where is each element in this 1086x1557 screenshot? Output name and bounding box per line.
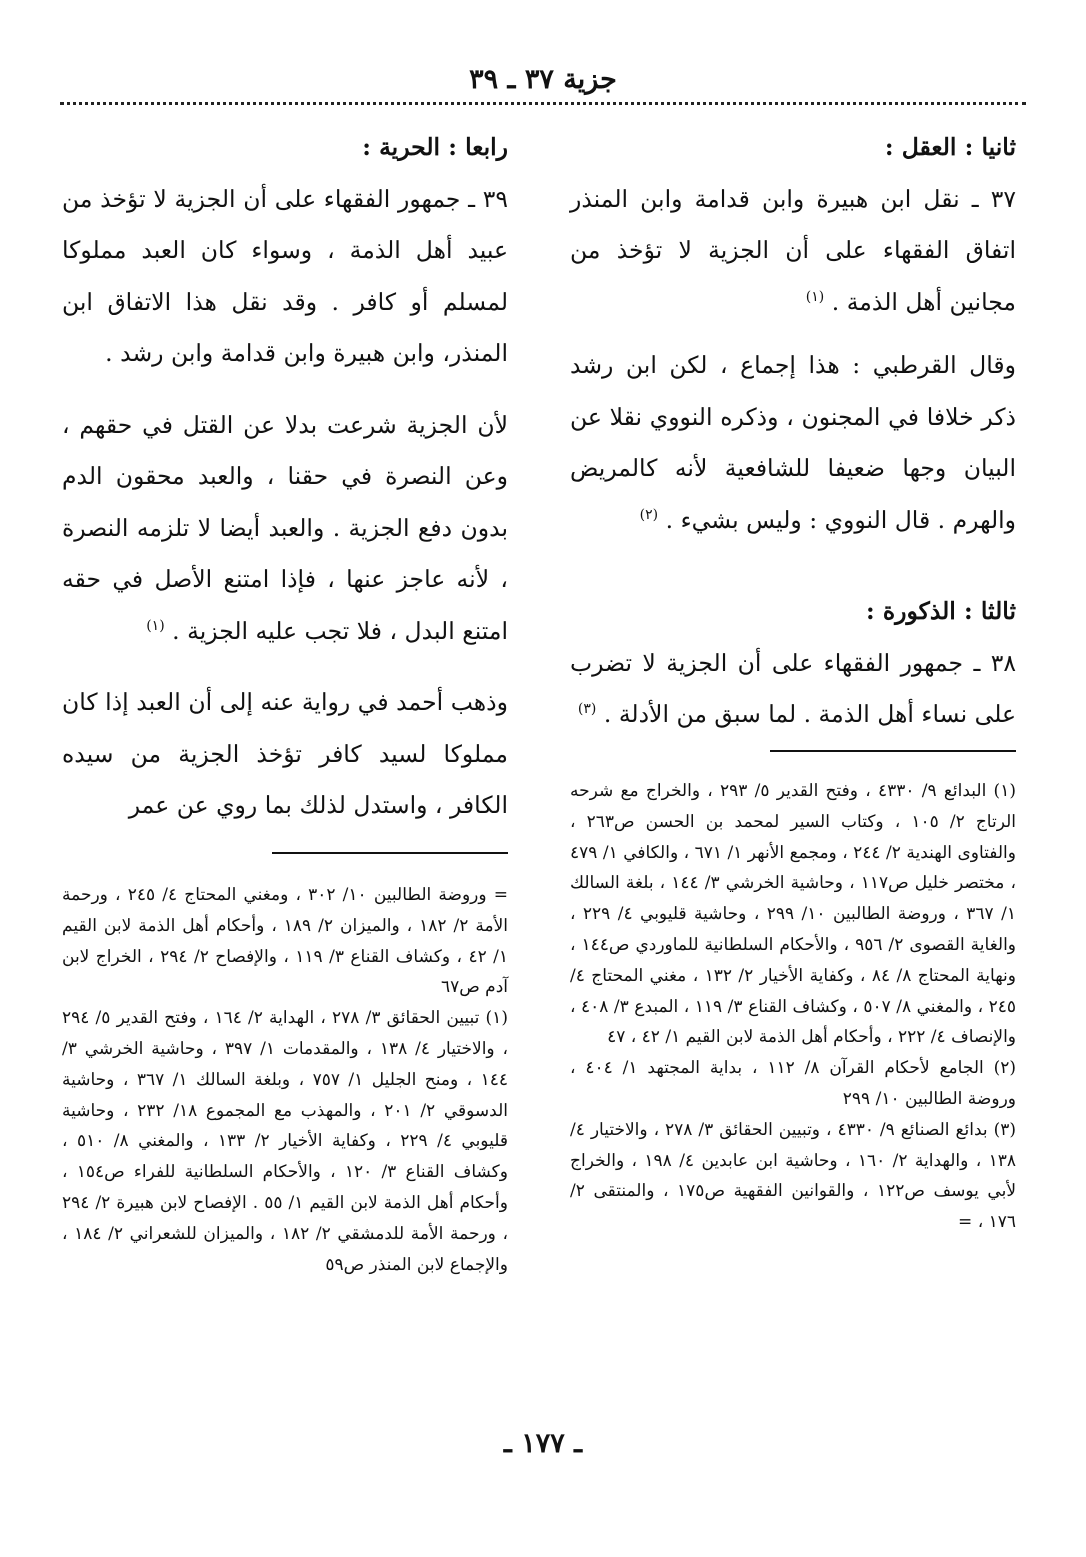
footnote-3: (٣) بدائع الصنائع ٩/ ٤٣٣٠ ، وتبيين الحقائق ٣/ ٢٧٨ ، والاختيار ٤/ ١٣٨ ، والهداية ٢/ ١٦٠ ، وحاشية ابن عابدين ٤/ ١٩٨ ، والخراج لأبي يوسف ص١٢٢ ، والقوانين الفقهية ص١٧٥ ، والمنتقى ٢/ ١٧٦ ، =	[570, 1119, 1017, 1233]
footnote-ref-2: (٢)	[639, 506, 659, 523]
footnote-left-1: (١) تبيين الحقائق ٣/ ٢٧٨ ، الهداية ٢/ ١٦٤ ، وفتح القدير ٥/ ٢٩٤ ، والاختيار ٤/ ١٣٨ ، والمقدمات ١/ ٣٩٧ ، وحاشية الخرشي ٣/ ١٤٤ ، ومنح الجليل ١/ ٧٥٧ ، وبلغة السالك ١/ ٣٦٧ ، وحاشية الدسوقي ٢/ ٢٠١ ، والمهذب مع المجموع ١٨/ ٢٣٢ ، وحاشية قليوبي ٤/ ٢٢٩ ، وكفاية الأخيار ٢/ ١٣٣ ، والمغني ٨/ ٥١٠ ، وكشاف القناع ٣/ ١٢٠ ، والأحكام السلطانية للفراء ص١٥٤ ، وأحكام أهل الذمة لابن القيم ١/ ٥٥ . الإفصاح لابن هبيرة ٢/ ٢٩٤ ، ورحمة الأمة للدمشقي ٢/ ١٨٢ ، والميزان للشعراني ٢/ ١٨٤ ، والإجماع لابن المنذر ص٥٩	[62, 1008, 508, 1275]
footnote-ref-left-1: (١)	[146, 617, 165, 634]
paragraph-37-text: ٣٧ ـ نقل ابن هبيرة وابن قدامة وابن المنذر اتفاق الفقهاء على أن الجزية لا تؤخذ من مجانين أهل الذمة .	[570, 184, 1016, 316]
footnotes-left	[62, 880, 508, 1280]
footnote-ref-3: (٣)	[577, 701, 597, 718]
paragraph-38-text: ٣٨ ـ جمهور الفقهاء على أن الجزية لا تضرب على نساء أهل الذمة . لما سبق من الأدلة .	[570, 648, 1016, 728]
header-dotted-rule	[60, 102, 1026, 105]
footnote-1: (١) البدائع ٩/ ٤٣٣٠ ، وفتح القدير ٥/ ٢٩٣ ، والخراج مع شرحه الرتاج ٢/ ١٠٥ ، وكتاب السير لمحمد بن الحسن ص٢٦٣ ، والفتاوى الهندية ٢/ ٢٤٤ ، ومجمع الأنهر ١/ ٦٧١ ، والكافي ١/ ٤٧٩ ، مختصر خليل ص١١٧ ، وحاشية الخرشي ٣/ ١٤٤ ، بلغة السالك ١/ ٣٦٧ ، وروضة الطالبين ١٠/ ٢٩٩ ، وحاشية قليوبي ٤/ ٢٢٩ ، والغاية القصوى ٢/ ٩٥٦ ، والأحكام السلطانية للماوردي ص١٤٤ ، ونهاية المحتاج ٨/ ٨٤ ، وكفاية الأخيار ٢/ ١٣٢ ، مغني المحتاج ٤/ ٢٤٥ ، والمغني ٨/ ٥٠٧ ، وكشاف القناع ٣/ ١١٩ ، المبدع ٣/ ٤٠٨ ، والإنصاف ٤/ ٢٢٢ ، وأحكام أهل الذمة لابن القيم ١/ ٤٢ ، ٤٧	[570, 781, 1017, 1048]
paragraph-38	[570, 638, 1016, 741]
heading-second-reason: ثانيا : العقل :	[884, 133, 1016, 161]
heading-third-maleness: ثالثا : الذكورة :	[865, 597, 1016, 625]
footnote-separator-right	[770, 750, 1016, 752]
footnote-separator-left	[272, 852, 508, 854]
paragraph-reason	[62, 400, 508, 658]
footnotes-right	[570, 776, 1016, 1238]
footnote-ref-1: (١)	[805, 288, 825, 305]
paragraph-reason-text: لأن الجزية شرعت بدلا عن القتل في حقهم ، وعن النصرة في حقنا ، والعبد محقون الدم بدون دفع الجزية . والعبد أيضا لا تلزمه النصرة ، لأنه عاجز عنها ، فإذا امتنع الأصل في حقه امتنع البدل ، فلا تجب عليه الجزية .	[62, 410, 508, 645]
paragraph-qurtubi-text: وقال القرطبي : هذا إجماع ، لكن ابن رشد ذكر خلافا في المجنون ، وذكره النووي نقلا عن البيان وجها ضعيفا للشافعية لأنه كالمريض والهرم . قال النووي : وليس بشيء .	[570, 351, 1016, 534]
paragraph-39: ٣٩ ـ جمهور الفقهاء على أن الجزية لا تؤخذ من عبيد أهل الذمة ، وسواء كان العبد مملوكا لمسلم أو كافر . وقد نقل هذا الاتفاق ابن المنذر، وابن هبيرة وابن قدامة وابن رشد .	[62, 184, 508, 367]
paragraph-ahmad: وذهب أحمد في رواية عنه إلى أن العبد إذا كان مملوكا لسيد كافر تؤخذ الجزية من سيده الكافر ، واستدل لذلك بما روي عن عمر	[62, 688, 508, 819]
right-column	[570, 122, 1016, 741]
page-number: ـ ١٧٧ ـ	[503, 1428, 583, 1459]
footnote-continuation: = وروضة الطالبين ١٠/ ٣٠٢ ، ومغني المحتاج ٤/ ٢٤٥ ، ورحمة الأمة ٢/ ١٨٢ ، والميزان ٢/ ١٨٩ ، وأحكام أهل الذمة لابن القيم ١/ ٤٢ ، وكشاف القناع ٣/ ١١٩ ، والإفصاح ٢/ ٢٩٤ ، الخراج لابن آدم ص٦٧	[62, 885, 509, 998]
footnote-2: (٢) الجامع لأحكام القرآن ٨/ ١١٢ ، بداية المجتهد ١/ ٤٠٤ ، وروضة الطالبين ١٠/ ٢٩٩	[570, 1058, 1017, 1109]
heading-fourth-freedom: رابعا : الحرية :	[362, 133, 508, 161]
left-column	[62, 122, 508, 832]
page-header-title: جزية ٣٧ ـ ٣٩	[469, 64, 617, 95]
paragraph-37	[570, 174, 1016, 329]
paragraph-qurtubi	[570, 340, 1016, 546]
